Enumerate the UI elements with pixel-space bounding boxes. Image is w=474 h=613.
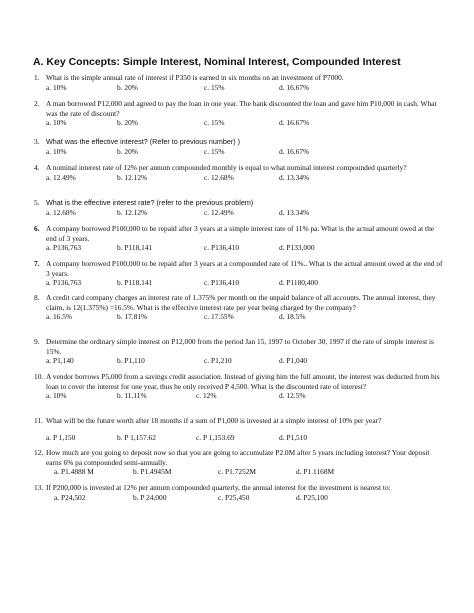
section-title: A. Key Concepts: Simple Interest, Nominal Interest, Compounded Interest [33, 56, 401, 68]
option-a: a. P 1,150 [46, 432, 76, 442]
question-number: 7. [34, 259, 40, 268]
option-c: c. 12.49% [204, 207, 234, 217]
answer-options [46, 278, 444, 288]
question-10 [34, 372, 444, 401]
question-text: A company borrowed P100,000 to be repaid after 3 years at a compounded rate of 11%.. What is the actual amount owed at the end of 3 years. [46, 259, 443, 278]
option-d: d. P1.1168M [296, 467, 335, 477]
option-c: c. P1.7252M [218, 467, 256, 477]
question-number: 12. [34, 448, 44, 457]
question-7 [34, 259, 444, 288]
option-a: a. 10% [46, 118, 67, 128]
question-text: What will be the future worth after 18 months if a sum of P1,000 is invested at a simple interest of 10% per year? [46, 416, 382, 425]
option-d: d. 12.5% [279, 391, 306, 401]
answer-options [46, 433, 444, 443]
option-a: a. P136,763 [46, 278, 82, 288]
question-text: A company borrowed P100,000 to be repaid after 3 years at a simple interest rate of 11% pa. What is the actual amount owed at the end of 3 years. [46, 224, 435, 243]
option-b: b. 17.81% [117, 312, 148, 322]
question-text: What is the simple annual rate of interest if P350 is earned in six months on an investment of P7000. [46, 73, 344, 82]
option-d: d. P1180,400 [279, 278, 318, 288]
option-c: c. 15% [204, 82, 225, 92]
option-d: d. P133,000 [279, 243, 315, 253]
answer-options [46, 391, 444, 401]
question-2 [34, 99, 444, 128]
option-b: b. 12.12% [117, 172, 148, 182]
option-d: d. 16.67% [279, 82, 310, 92]
answer-options [46, 356, 444, 366]
question-text: A man borrowed P12,000 and agreed to pay the loan in one year. The bank discounted the loan and gave him P10,000 in cash. What was the rate of discount? [46, 99, 437, 118]
option-b: b. P1.4945M [133, 467, 172, 477]
option-c: c. 12.68% [204, 172, 234, 182]
question-number: 8. [34, 293, 40, 302]
option-a: a. 12.49% [46, 172, 76, 182]
option-c: c. P136,410 [204, 243, 240, 253]
question-text: Determine the ordinary simple interest on P12,000 from the period Jan 15, 1997 to October 30, 1997 if the rate of simple interest is 15%. [46, 337, 434, 356]
option-c: c. P1,210 [204, 356, 232, 366]
option-c: c. P 1,153.69 [196, 432, 235, 442]
option-d: d. 16.67% [279, 118, 310, 128]
question-text: What was the effective interest? (Refer to previous number) ) [46, 137, 241, 146]
option-d: d. P25,100 [296, 492, 328, 502]
answer-options [46, 243, 444, 253]
option-a: a. P1,140 [46, 356, 74, 366]
answer-options [46, 208, 444, 218]
answer-options [46, 467, 444, 477]
option-b: b. 11.11% [117, 391, 147, 401]
option-b: b. 12.12% [117, 207, 148, 217]
option-b: b. 20% [117, 118, 138, 128]
question-text: A vendor borrows P5,000 from a savings credit association. Instead of giving him the full amount, the interest was deducted from his loan to cover the interest for one year, thus he only received P 4,500. What is the discounted rate of interest? [46, 372, 440, 391]
option-a: a. P1.4888 M [54, 467, 94, 477]
question-text: A nominal interest rate of 12% per annum compounded monthly is equal to what nominal interest compounded quarterly? [46, 163, 407, 172]
option-b: b. P 1,157.62 [117, 432, 156, 442]
question-9 [34, 337, 444, 366]
option-d: d. P1,040 [279, 356, 308, 366]
question-number: 4. [34, 163, 40, 172]
option-a: a. 12.68% [46, 207, 76, 217]
question-4 [34, 163, 444, 182]
question-text: If P200,000 is invested at 12% per annum compounded quarterly, the annual interest for the investment is nearest to: [46, 483, 391, 492]
option-d: d. 13.34% [279, 172, 310, 182]
question-6 [34, 224, 444, 253]
option-c: c. 15% [204, 118, 225, 128]
question-8 [34, 293, 444, 322]
answer-options [46, 83, 444, 93]
option-a: a. 10% [46, 391, 67, 401]
option-b: b. P118,141 [117, 278, 153, 288]
option-c: c. 15% [204, 146, 225, 156]
option-d: d. 18.5% [279, 312, 306, 322]
answer-options [46, 173, 444, 183]
answer-options [46, 118, 444, 128]
option-b: b. P1,110 [117, 356, 145, 366]
answer-options [46, 493, 444, 503]
question-number: 10. [34, 372, 44, 381]
question-text: What is the effective interest rate? (refer to the previous problem) [46, 198, 254, 207]
question-text: How much are you going to deposit now so that you are going to accumulate P2.0M after 5 years including interest? Your deposit earns 6% pa compounded semi-annually. [46, 448, 430, 467]
option-a: a. P136,763 [46, 243, 82, 253]
option-b: b. P118,141 [117, 243, 153, 253]
option-c: c. P136,410 [204, 278, 240, 288]
question-number: 1. [34, 73, 40, 82]
answer-options [46, 312, 444, 322]
option-a: a. 16.5% [46, 312, 73, 322]
question-1 [34, 73, 444, 92]
option-c: c. 17.55% [204, 312, 234, 322]
option-b: b. 20% [117, 82, 138, 92]
question-number: 5. [34, 198, 40, 207]
question-number: 11. [34, 416, 43, 425]
option-a: a. P24,502 [54, 492, 86, 502]
question-number: 3. [34, 137, 40, 146]
question-number: 9. [34, 337, 40, 346]
question-11 [34, 416, 444, 442]
question-text: A credit card company charges an interest rate of 1.375% per month on the unpaid balance of all accounts. The annual interest, they claim, is 12(1.375%) =16.5%. What is the effective interest rate per year being charged by the company? [46, 293, 436, 312]
option-d: d. 16.67% [279, 146, 310, 156]
question-number: 13. [34, 483, 44, 492]
question-3 [34, 137, 444, 156]
question-12 [34, 448, 444, 477]
question-5 [34, 198, 444, 217]
question-number: 6. [34, 224, 40, 233]
question-number: 2. [34, 99, 40, 108]
option-a: a. 10% [46, 146, 67, 156]
option-b: b. 20% [117, 146, 138, 156]
option-b: b. P 24,000 [133, 492, 167, 502]
option-d: d. P1,510 [279, 432, 308, 442]
option-c: c. 12% [196, 391, 217, 401]
question-13 [34, 483, 444, 502]
option-d: d. 13.34% [279, 207, 310, 217]
option-a: a. 10% [46, 82, 67, 92]
answer-options [46, 147, 444, 157]
option-c: c. P25,450 [218, 492, 250, 502]
